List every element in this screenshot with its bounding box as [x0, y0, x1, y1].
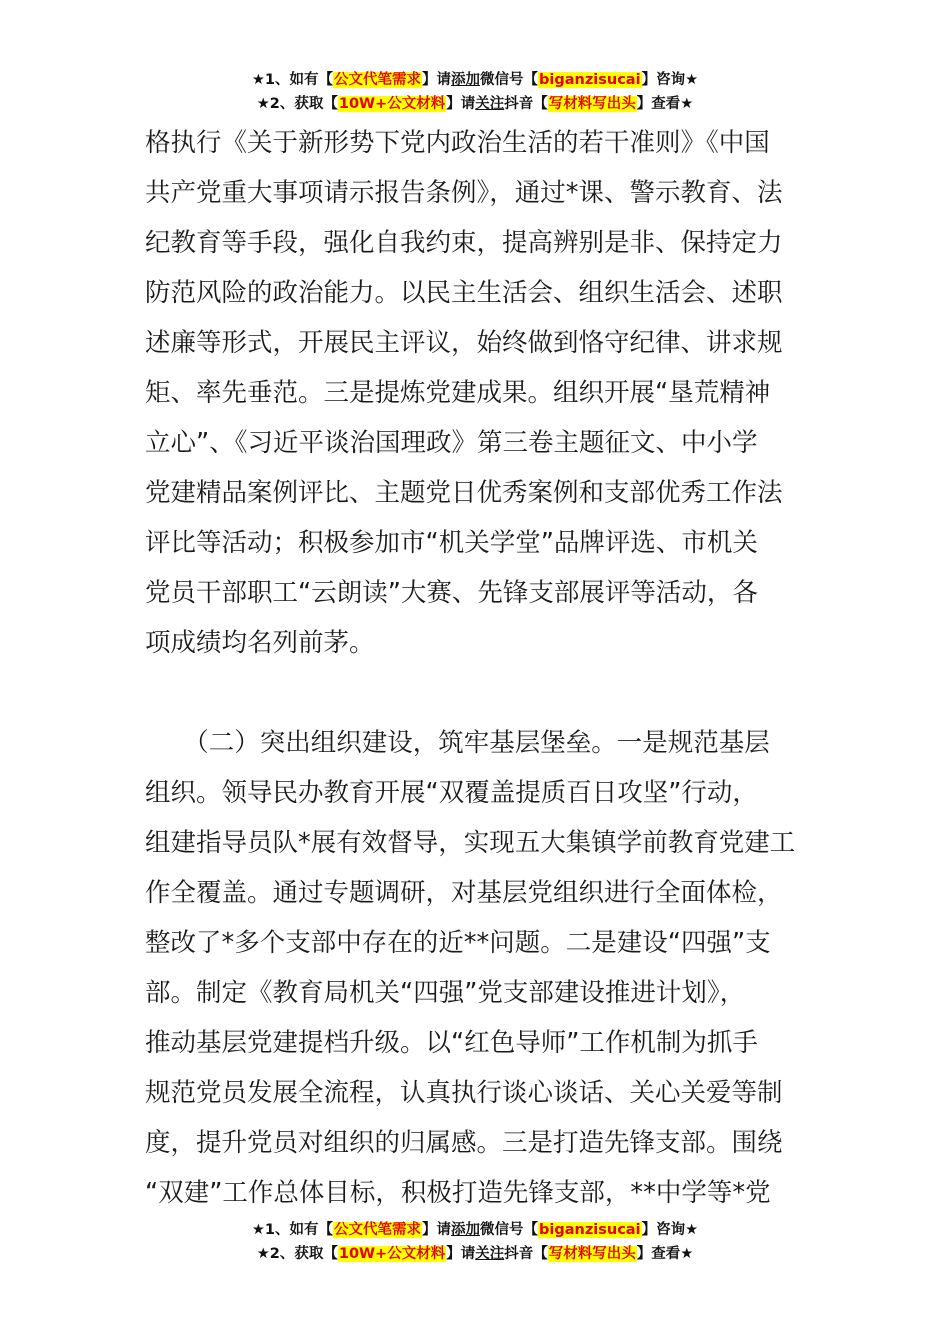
promo-text: ★1、如有【	[251, 72, 334, 88]
promo-wechat-id: biganzisucai	[539, 1222, 641, 1238]
text-line: 组建指导员队*展有效督导，实现五大集镇学前教育党建工	[145, 828, 796, 858]
text-line: 项成绩均名列前茅。	[145, 628, 375, 658]
paragraph-organization-building	[145, 718, 807, 1218]
promo-highlight: 公文代笔需求	[334, 1222, 422, 1238]
text-line: 推动基层党建提档升级。以“红色导师”工作机制为抓手	[145, 1028, 758, 1058]
text-line: 整改了*多个支部中存在的近**问题。二是建设“四强”支	[145, 928, 771, 958]
promo-text: 抖音【	[504, 1246, 548, 1262]
promo-banner-bottom	[0, 1218, 950, 1266]
promo-line-2	[0, 1242, 950, 1266]
promo-text: 】请	[446, 96, 476, 112]
text-line: 述廉等形式，开展民主评议，始终做到恪守纪律、讲求规	[145, 328, 783, 358]
text-line: 共产党重大事项请示报告条例》，通过*课、警示教育、法	[145, 178, 783, 208]
promo-text: 抖音【	[504, 96, 548, 112]
promo-text: 】请	[422, 72, 452, 88]
text-line: 格执行《关于新形势下党内政治生活的若干准则》《中国	[145, 128, 770, 158]
text-line: 党建精品案例评比、主题党日优秀案例和支部优秀工作法	[145, 478, 783, 508]
promo-text: ★2、获取【	[256, 1246, 338, 1262]
promo-wechat-id: biganzisucai	[539, 72, 641, 88]
text-line: 度，提升党员对组织的归属感。三是打造先锋支部。围绕	[145, 1128, 783, 1158]
promo-text: 】请	[446, 1246, 476, 1262]
promo-emphasis: 关注	[475, 1246, 505, 1262]
promo-text: ★2、获取【	[256, 96, 338, 112]
promo-emphasis: 添加	[451, 1222, 481, 1238]
text-line: 纪教育等手段，强化自我约束，提高辨别是非、保持定力	[145, 228, 783, 258]
text-line: 规范党员发展全流程，认真执行谈心谈话、关心关爱等制	[145, 1078, 783, 1108]
promo-emphasis: 关注	[475, 96, 505, 112]
text-line: 矩、率先垂范。三是提炼党建成果。组织开展“垦荒精神	[145, 378, 771, 408]
promo-highlight: 10W+公文材料	[338, 1246, 446, 1262]
promo-text: 】查看★	[636, 96, 694, 112]
promo-line-2	[0, 92, 950, 116]
promo-douyin-id: 写材料写出头	[548, 96, 636, 112]
text-line: （二）突出组织建设，筑牢基层堡垒。一是规范基层	[145, 728, 770, 758]
text-line: 作全覆盖。通过专题调研，对基层党组织进行全面体检，	[145, 878, 783, 908]
promo-highlight: 公文代笔需求	[334, 72, 422, 88]
promo-text: 】咨询★	[641, 72, 699, 88]
promo-text: ★1、如有【	[251, 1222, 334, 1238]
text-line: 党员干部职工“云朗读”大赛、先锋支部展评等活动，各	[145, 578, 758, 608]
promo-text: 微信号【	[480, 72, 539, 88]
promo-text: 】咨询★	[641, 1222, 699, 1238]
promo-text: 微信号【	[480, 1222, 539, 1238]
text-line: 防范风险的政治能力。以民主生活会、组织生活会、述职	[145, 278, 783, 308]
text-line: 部。制定《教育局机关“四强”党支部建设推进计划》，	[145, 978, 746, 1008]
text-line: 评比等活动；积极参加市“机关学堂”品牌评选、市机关	[145, 528, 758, 558]
promo-emphasis: 添加	[451, 72, 481, 88]
text-line: 组织。领导民办教育开展“双覆盖提质百日攻坚”行动，	[145, 778, 758, 808]
promo-text: 】请	[422, 1222, 452, 1238]
text-line: “双建”工作总体目标，积极打造先锋支部，**中学等*党	[145, 1178, 771, 1208]
promo-line-1	[0, 1218, 950, 1242]
text-line: 立心”、《习近平谈治国理政》第三卷主题征文、中小学	[145, 428, 758, 458]
promo-text: 】查看★	[636, 1246, 694, 1262]
promo-line-1	[0, 68, 950, 92]
promo-banner-top	[0, 68, 950, 116]
paragraph-continuation	[145, 118, 807, 668]
promo-highlight: 10W+公文材料	[338, 96, 446, 112]
promo-douyin-id: 写材料写出头	[548, 1246, 636, 1262]
